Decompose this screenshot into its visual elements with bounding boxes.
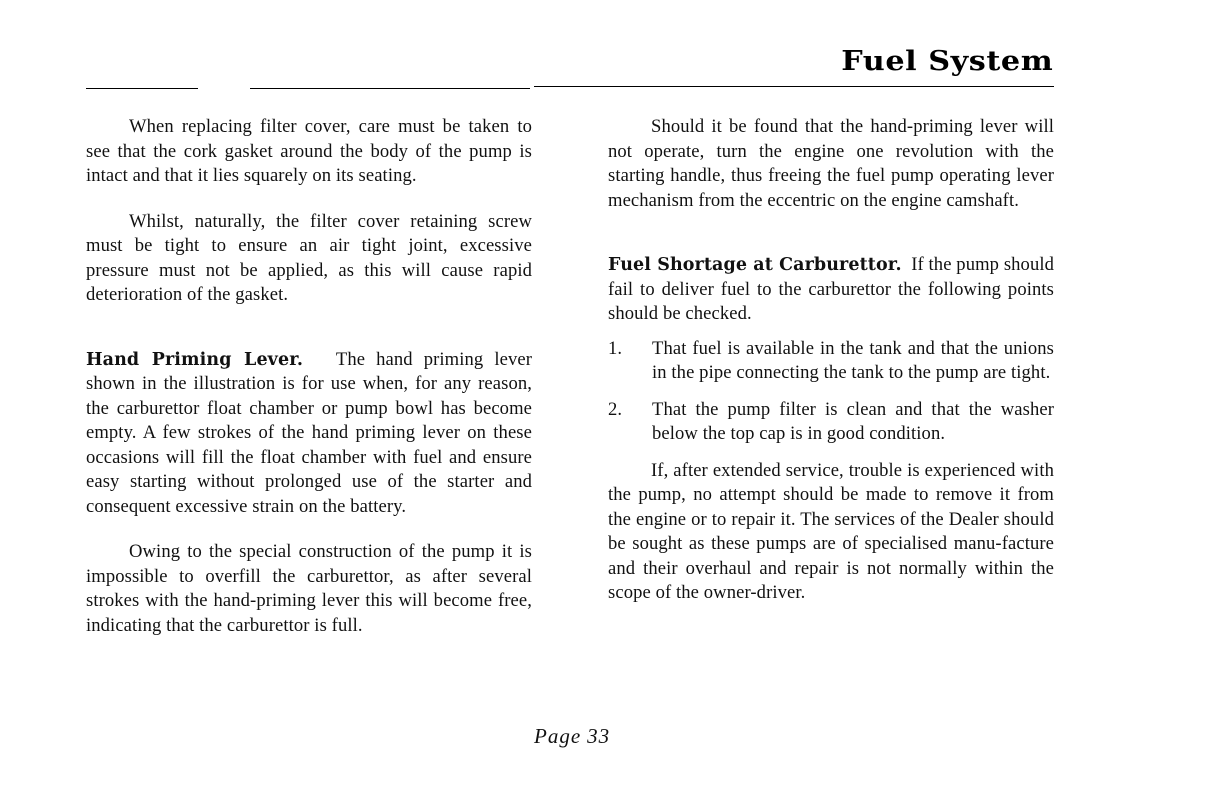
section-text: If the pump should fail to deliver fuel to the carburettor the following points should be checked. [608,254,1055,324]
header-rule-right [534,86,1054,87]
checklist-number: 1. [608,337,623,359]
section-fuel-shortage [608,253,1054,327]
paragraph-overfill: Owing to the special construction of the pump it is impossible to overfill the carburettor, as after several strokes with the hand-priming lever this will become free, indicating that the carburettor is full. [86,541,532,636]
header-rule-left [86,88,198,89]
right-column [608,115,1054,606]
checklist [608,337,1054,447]
paragraph-dealer-service: If, after extended service, trouble is experienced with the pump, no attempt should be made to remove it from the engine or to repair it. The services of the Dealer should be sought as these pumps are of specialised manu-facture and their overhaul and repair is not normally within the scope of the owner-driver. [608,459,1054,603]
paragraph-retaining-screw: Whilst, naturally, the filter cover retaining screw must be tight to ensure an air tight joint, excessive pressure must not be applied, as this will cause rapid deterioration of the gasket. [86,210,532,305]
checklist-item [608,337,1054,386]
page-footer [534,724,610,749]
section-heading: Hand Priming Lever. [86,349,304,370]
section-text: The hand priming lever shown in the illustration is for use when, for any reason, the carburettor float chamber or pump bowl has become empty. A few strokes of the hand priming lever on these occasions will fill the float chamber with fuel and ensure easy starting without prolonged use of the starter and consequent excessive strain on the battery. [86,348,532,517]
checklist-number: 2. [608,398,623,420]
section-heading: Fuel Shortage at Carburettor. [608,255,902,275]
paragraph-filter-cover: When replacing filter cover, care must be taken to see that the cork gasket around the body of the pump is intact and that it lies squarely on its seating. [86,116,532,186]
section-hand-priming-lever [86,348,532,520]
page-number: 33 [587,724,611,748]
paragraph-lever-not-operating: Should it be found that the hand-priming lever will not operate, turn the engine one revolution with the starting handle, thus freeing the fuel pump operating lever mechanism from the eccentric on the engine camshaft. [608,116,1054,211]
section-title: Fuel System [841,46,1053,77]
left-column [86,115,532,638]
header-rule-middle [250,88,530,89]
checklist-text: That the pump filter is clean and that the washer below the top cap is in good condition. [652,398,1054,444]
page-label: Page [534,724,582,748]
checklist-text: That fuel is available in the tank and that the unions in the pipe connecting the tank to the pump are tight. [652,337,1054,383]
checklist-item [608,398,1054,447]
